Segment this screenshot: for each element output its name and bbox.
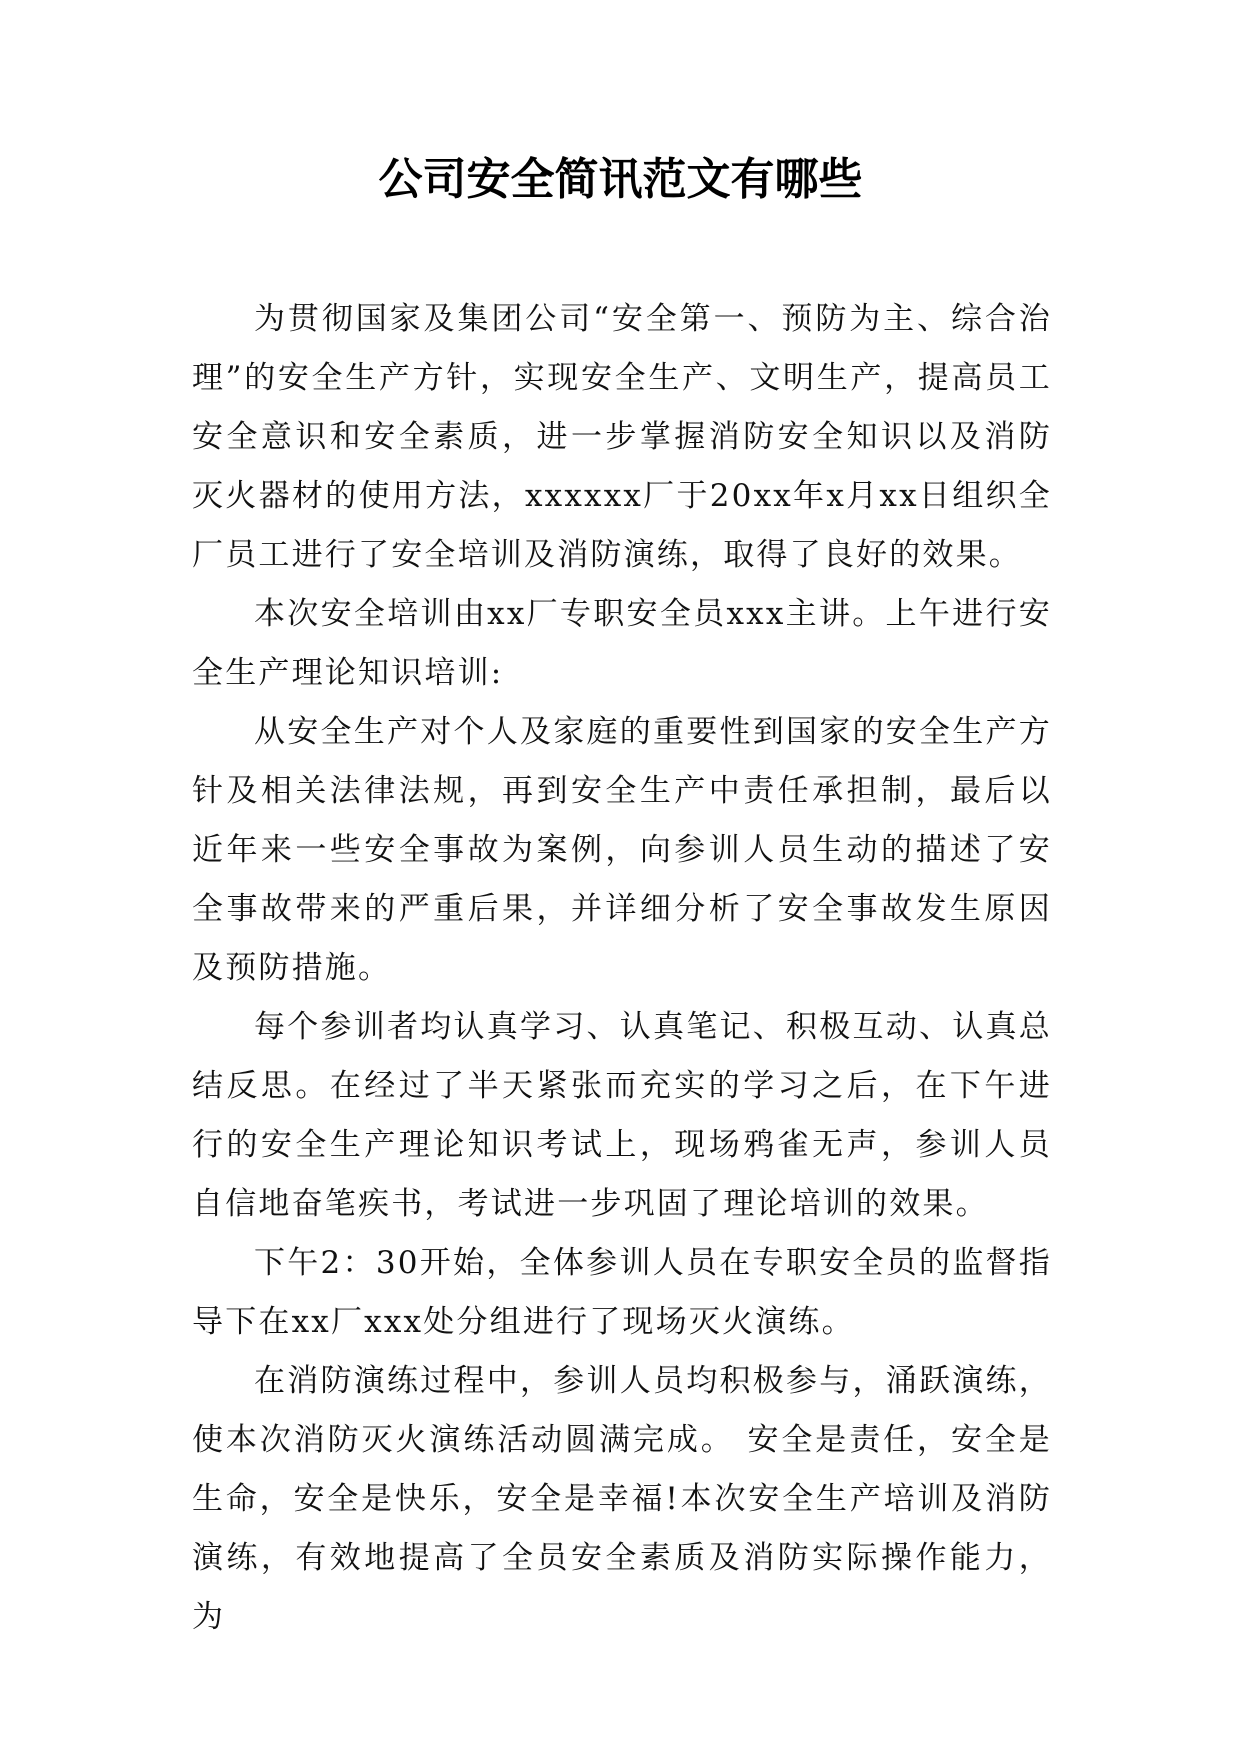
paragraph-training-content: 从安全生产对个人及家庭的重要性到国家的安全生产方针及相关法律法规，再到安全生产中责任承担制，最后以近年来一些安全事故为案例，向参训人员生动的描述了安全事故带来的严重后果，并详细分析了安全事故发生原因及预防措施。 xyxy=(192,714,1052,986)
paragraph-participants: 每个参训者均认真学习、认真笔记、积极互动、认真总结反思。在经过了半天紧张而充实的学习之后，在下午进行的安全生产理论知识考试上，现场鸦雀无声，参训人员自信地奋笔疾书，考试进一步巩固了理论培训的效果。 xyxy=(192,1009,1052,1222)
document-body xyxy=(192,290,1052,1647)
paragraph-conclusion: 在消防演练过程中，参训人员均积极参与，涌跃演练，使本次消防灭火演练活动圆满完成。 安全是责任，安全是生命，安全是快乐，安全是幸福!本次安全生产培训及消防演练，有效地提高了全员安全素质及消防实际操作能力，为 xyxy=(192,1363,1052,1635)
document-title: 公司安全简讯范文有哪些 xyxy=(378,154,863,205)
paragraph-afternoon-drill: 下午2：30开始，全体参训人员在专职安全员的监督指导下在xx厂xxx处分组进行了现场灭火演练。 xyxy=(192,1245,1052,1340)
paragraph-intro: 为贯彻国家及集团公司“安全第一、预防为主、综合治理”的安全生产方针，实现安全生产、文明生产，提高员工安全意识和安全素质，进一步掌握消防安全知识以及消防灭火器材的使用方法，xxxxxx厂于20xx年x月xx日组织全厂员工进行了安全培训及消防演练，取得了良好的效果。 xyxy=(192,301,1052,573)
paragraph-training-intro: 本次安全培训由xx厂专职安全员xxx主讲。上午进行安全生产理论知识培训: xyxy=(192,596,1052,691)
